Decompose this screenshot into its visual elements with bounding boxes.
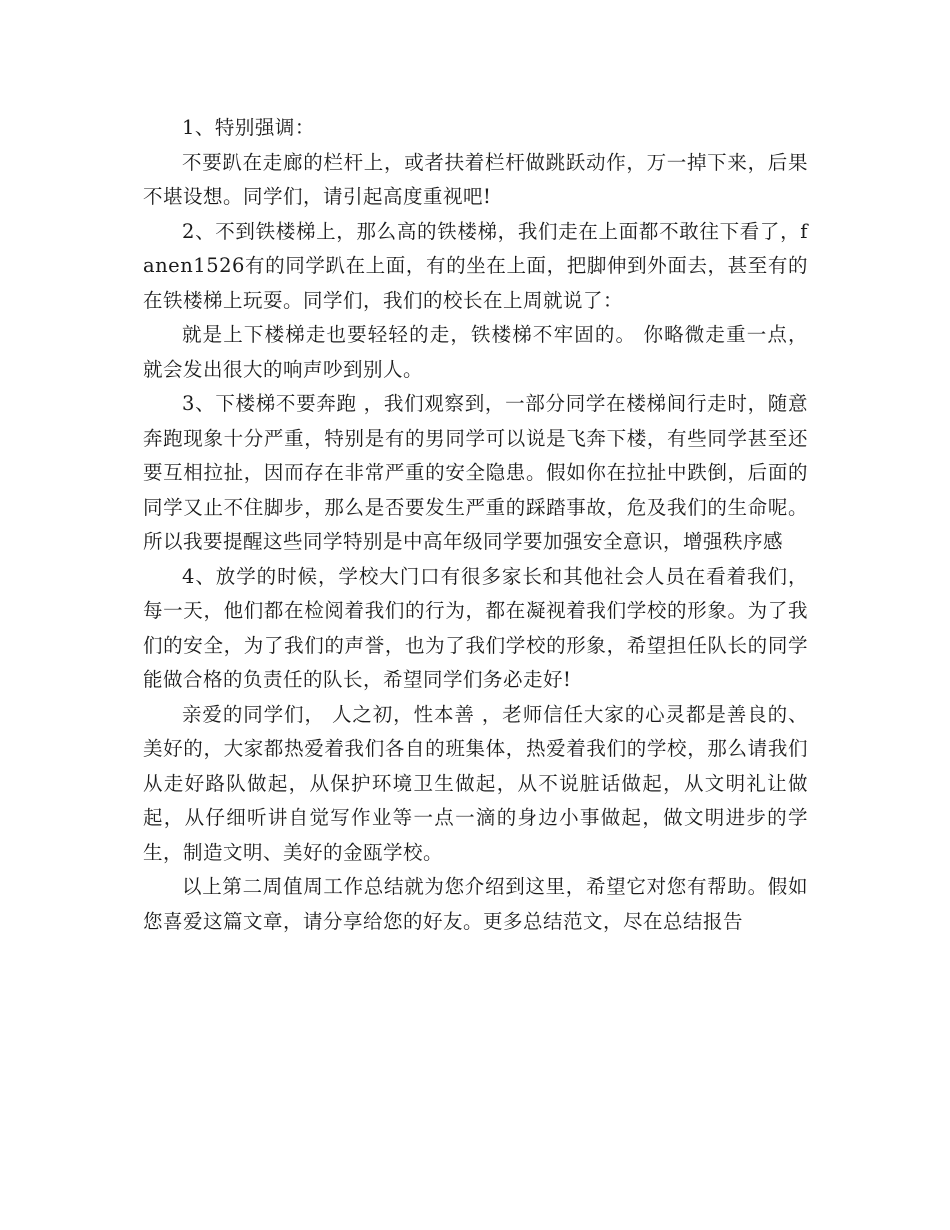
paragraph-closing: 以上第二周值周工作总结就为您介绍到这里，希望它对您有帮助。假如您喜爱这篇文章，请分享给您的好友。更多总结范文，尽在总结报告	[143, 875, 808, 933]
paragraph-after-school: 4、放学的时候，学校大门口有很多家长和其他社会人员在看着我们，每一天，他们都在检阅着我们的行为，都在凝视着我们学校的形象。为了我们的安全，为了我们的声誉，也为了我们学校的形象，希望担任队长的同学能做合格的负责任的队长，希望同学们务必走好!	[143, 564, 808, 691]
paragraph-iron-stairs: 2、不到铁楼梯上，那么高的铁楼梯，我们走在上面都不敢往下看了，fanen1526有的同学趴在上面，有的坐在上面，把脚伸到外面去，甚至有的在铁楼梯上玩耍。同学们，我们的校长在上周就说了：	[143, 219, 808, 312]
document-body	[143, 111, 808, 939]
paragraph-railing-warning: 不要趴在走廊的栏杆上，或者扶着栏杆做跳跃动作，万一掉下来，后果不堪设想。同学们，请引起高度重视吧!	[143, 150, 808, 208]
paragraph-dear-students: 亲爱的同学们， 人之初，性本善 ，老师信任大家的心灵都是善良的、美好的，大家都热爱着我们各自的班集体，热爱着我们的学校，那么请我们从走好路队做起，从保护环境卫生做起，从不说脏话做起，从文明礼让做起，从仔细听讲自觉写作业等一点一滴的身边小事做起，做文明进步的学生，制造文明、美好的金瓯学校。	[143, 702, 808, 864]
paragraph-no-running: 3、下楼梯不要奔跑 ，我们观察到，一部分同学在楼梯间行走时，随意奔跑现象十分严重，特别是有的男同学可以说是飞奔下楼，有些同学甚至还要互相拉扯，因而存在非常严重的安全隐患。假如你在拉扯中跌倒，后面的同学又止不住脚步，那么是否要发生严重的踩踏事故，危及我们的生命呢。所以我要提醒这些同学特别是中高年级同学要加强安全意识，增强秩序感	[143, 392, 808, 553]
paragraph-emphasis-heading: 1、特别强调：	[182, 116, 315, 139]
paragraph-walk-lightly: 就是上下楼梯走也要轻轻的走，铁楼梯不牢固的。 你略微走重一点，就会发出很大的响声吵到别人。	[143, 323, 808, 381]
